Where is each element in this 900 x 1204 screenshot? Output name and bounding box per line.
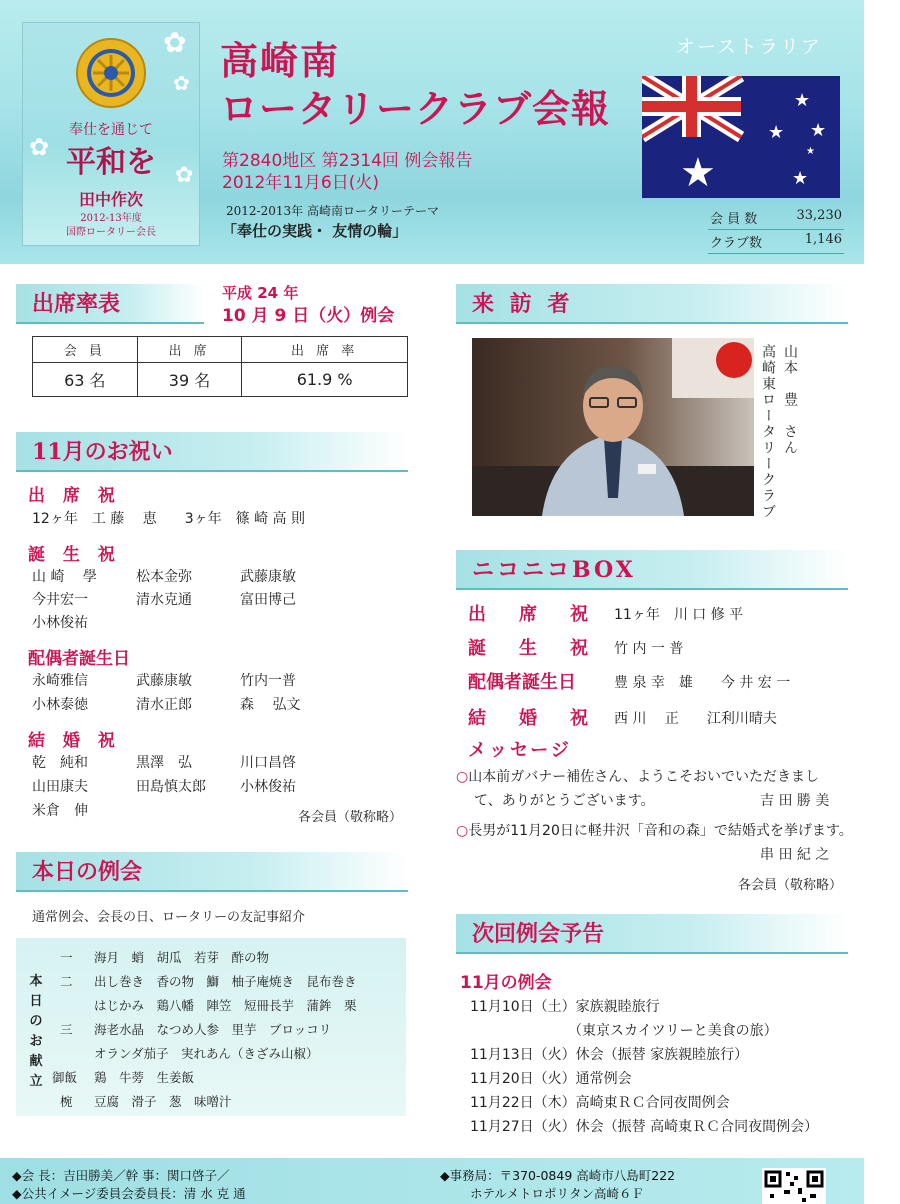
niconico-label: 結 婚 祝 <box>468 708 588 729</box>
list-item: 田島慎太郎 <box>136 779 206 795</box>
theme-caption: 2012-2013年 高崎南ロータリーテーマ <box>226 204 439 218</box>
attendance-celebration-label: 出 席 祝 <box>28 486 121 506</box>
flower-icon: ✿ <box>29 133 50 161</box>
message-2: ○長男が11月20日に軽井沢「音和の森」で結婚式を挙げます。 <box>456 823 853 839</box>
list-item: 黒澤 弘 <box>136 755 192 771</box>
svg-text:★: ★ <box>810 120 827 141</box>
country-stats <box>708 206 844 254</box>
menu-course-mark: 二 <box>60 974 73 989</box>
niconico-value: 西 川 正 江利川晴夫 <box>614 711 777 727</box>
svg-text:★: ★ <box>806 146 815 157</box>
featured-country: オーストラリア <box>676 36 823 58</box>
table-header-row <box>33 337 408 363</box>
menu-title: 本 日 の お 献 立 <box>29 974 43 1089</box>
table-row <box>33 363 408 397</box>
svg-text:★: ★ <box>768 122 785 143</box>
badge-slogan-small: 奉仕を通じて <box>69 122 153 138</box>
niconico-value: 豊 泉 幸 雄 今 井 宏 一 <box>614 675 791 691</box>
list-item: 11月22日（木）高崎東ＲＣ合同夜間例会 <box>470 1095 730 1111</box>
visitor-photo <box>472 338 754 516</box>
svg-text:★: ★ <box>794 90 811 111</box>
stat-members: 会 員 数 33,230 <box>708 206 844 230</box>
attendance-year: 平成 24 年 <box>222 284 299 302</box>
column-rate: 出 席 率 <box>242 337 408 363</box>
niconico-box-heading: ニコニコBOX <box>456 550 848 590</box>
menu-course-text: 海老水晶 なつめ人参 里芋 ブロッコリ <box>94 1022 332 1037</box>
footer-officers: ◆会 長：吉田勝美／幹 事：関口啓子／ <box>12 1168 230 1183</box>
celebrations-heading: 11月のお祝い <box>16 432 408 472</box>
wedding-label: 結 婚 祝 <box>28 731 121 751</box>
menu-course-text: 鶏 牛蒡 生姜飯 <box>94 1070 195 1085</box>
stat-clubs: クラブ数 1,146 <box>708 230 844 254</box>
rotary-wheel-icon <box>75 37 147 109</box>
list-item: 乾 純和 <box>32 755 88 771</box>
badge-president-name: 田中作次 <box>78 190 143 209</box>
menu-course-text: はじかみ 鶏八幡 陣笠 短冊長芋 蒲鉾 栗 <box>94 998 357 1013</box>
members-count: 63 名 <box>33 363 138 397</box>
meeting-number: 第2840地区 第2314回 例会報告 <box>222 151 473 171</box>
list-item: 山田康夫 <box>32 779 88 795</box>
menu-course-text: 出し巻き 香の物 鰤 柚子庵焼き 昆布巻き <box>94 974 357 989</box>
message-label: メッセージ <box>468 740 572 761</box>
visitor-heading: 来 訪 者 <box>456 284 848 324</box>
list-item: 竹内一普 <box>240 673 296 689</box>
menu-course-mark: 御飯 <box>52 1070 78 1085</box>
list-item: 武藤康敏 <box>240 569 296 585</box>
svg-text:★: ★ <box>680 150 716 196</box>
meeting-date: 2012年11月6日(火) <box>222 173 379 193</box>
visitor-name: 山本 豊 さん <box>782 344 798 456</box>
niconico-label: 配偶者誕生日 <box>468 672 576 693</box>
theme-motto: 「奉仕の実践・ 友情の輪」 <box>222 222 408 240</box>
list-item: 清水正郎 <box>136 697 192 713</box>
visitor-club: 高崎東ロータリークラブ <box>760 344 776 520</box>
niconico-value: 11ヶ年 川 口 修 平 <box>614 607 744 623</box>
attendance-rate: 61.9 % <box>242 363 408 397</box>
list-item: 武藤康敏 <box>136 673 192 689</box>
footer-office-address: ◆事務局：〒370-0849 高崎市八島町222 <box>440 1168 676 1183</box>
honorific-note: 各会員（敬称略） <box>738 878 843 893</box>
newsletter-title: ロータリークラブ会報 <box>220 86 611 131</box>
niconico-value: 竹 内 一 普 <box>614 641 684 657</box>
niconico-label: 出 席 祝 <box>468 604 588 625</box>
list-item: 山 崎 學 <box>32 569 97 585</box>
honorific-note: 各会員（敬称略） <box>298 810 403 825</box>
list-item: 今井宏一 <box>32 592 88 608</box>
menu-course-mark: 三 <box>60 1022 73 1037</box>
list-item: 森 弘文 <box>240 697 301 713</box>
present-count: 39 名 <box>137 363 242 397</box>
list-item: 11月20日（火）通常例会 <box>470 1071 632 1087</box>
message-1-author: 吉 田 勝 美 <box>760 793 830 809</box>
menu-course-text: 豆腐 滑子 葱 味噌汁 <box>94 1094 232 1109</box>
menu-course-text: オランダ茄子 実れあん（きざみ山椒） <box>94 1046 319 1061</box>
masthead <box>0 0 864 264</box>
spouse-birthday-label: 配偶者誕生日 <box>28 649 130 669</box>
menu-box <box>16 938 406 1116</box>
menu-course-mark: 椀 <box>60 1094 73 1109</box>
column-members: 会 員 <box>33 337 138 363</box>
attendance-meeting-date: 10 月 9 日（火）例会 <box>222 306 395 326</box>
footer-committee: ◆公共イメージ委員会委員長：清 水 克 通 <box>12 1186 246 1201</box>
menu-course-text: 海月 蛸 胡瓜 若芽 酢の物 <box>94 950 270 965</box>
list-item: 富田博己 <box>240 592 296 608</box>
list-item: 川口昌啓 <box>240 755 296 771</box>
list-item: 松本金弥 <box>136 569 192 585</box>
list-item: 11月27日（火）休会（振替 高崎東ＲＣ合同夜間例会） <box>470 1119 819 1135</box>
attendance-table <box>32 336 408 397</box>
qr-code-icon <box>762 1168 826 1204</box>
list-item: 11月13日（火）休会（振替 家族親睦旅行） <box>470 1047 749 1063</box>
list-item: 小林俊祐 <box>240 779 296 795</box>
list-item: 米倉 伸 <box>32 803 88 819</box>
list-item: 永崎雅信 <box>32 673 88 689</box>
column-present: 出 席 <box>137 337 242 363</box>
menu-course-mark: 一 <box>60 950 73 965</box>
niconico-label: 誕 生 祝 <box>468 638 588 659</box>
list-item: 11月10日（土）家族親睦旅行 <box>470 999 660 1015</box>
attendance-celebration-names: 12ヶ年 工 藤 恵 3ヶ年 篠 崎 高 則 <box>32 511 305 527</box>
next-month-label: 11月の例会 <box>460 973 552 993</box>
rotary-president-badge <box>22 22 200 246</box>
club-name-title: 高崎南 <box>220 38 341 83</box>
flower-icon: ✿ <box>163 26 187 59</box>
australia-flag-icon <box>642 76 840 198</box>
flower-icon: ✿ <box>175 163 194 188</box>
badge-slogan-large: 平和を <box>66 145 156 180</box>
today-meeting-heading: 本日の例会 <box>16 852 408 892</box>
message-2-author: 串 田 紀 之 <box>760 847 830 863</box>
badge-role: 国際ロータリー会長 <box>66 227 156 238</box>
message-1: ○山本前ガバナー補佐さん、ようこそおいでいただきまし <box>456 769 820 785</box>
list-item: （東京スカイツリーと美食の旅） <box>568 1023 778 1039</box>
attendance-heading: 出席率表 <box>16 284 204 324</box>
footer-office-building: ホテルメトロポリタン高崎６Ｆ <box>470 1186 645 1201</box>
today-meeting-description: 通常例会、会長の日、ロータリーの友記事紹介 <box>32 910 306 925</box>
list-item: 清水克通 <box>136 592 192 608</box>
flower-icon: ✿ <box>173 71 190 95</box>
message-1-line2: て、ありがとうございます。 <box>474 793 655 809</box>
svg-text:★: ★ <box>792 168 809 189</box>
list-item: 小林泰徳 <box>32 697 88 713</box>
list-item: 小林俊祐 <box>32 615 88 631</box>
next-meeting-heading: 次回例会予告 <box>456 914 848 954</box>
footer <box>0 1158 864 1204</box>
badge-year: 2012-13年度 <box>80 213 142 224</box>
birthday-label: 誕 生 祝 <box>28 545 121 565</box>
